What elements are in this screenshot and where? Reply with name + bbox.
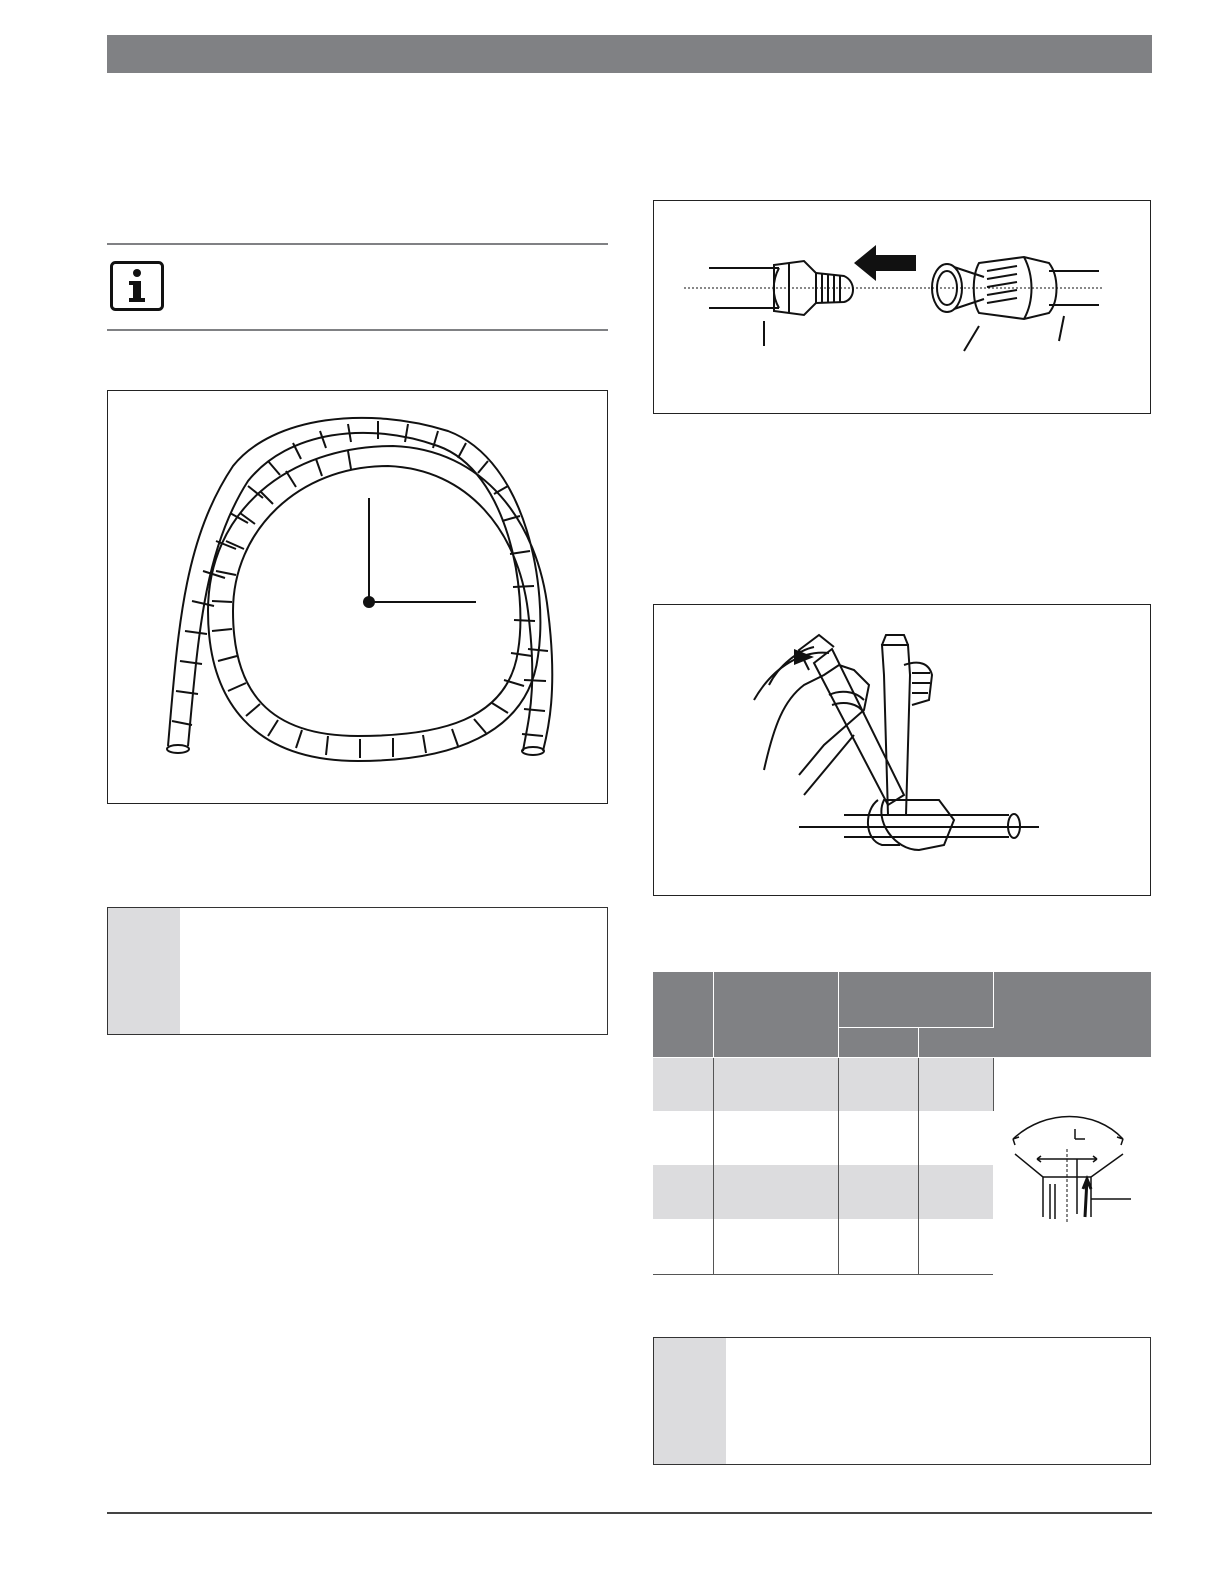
info-icon <box>110 261 164 311</box>
info-note-bottom-rule <box>107 329 608 331</box>
note-box-left-sidebar <box>108 908 180 1034</box>
note-box-right-sidebar <box>654 1338 726 1464</box>
table-header-cell <box>713 972 838 1057</box>
spec-table <box>653 972 1151 1275</box>
table-subheader-cell <box>918 1027 993 1057</box>
flare-nut-figure <box>653 200 1151 414</box>
table-header-cell <box>653 972 713 1057</box>
flare-dimension-diagram <box>993 1057 1151 1274</box>
note-box-right <box>653 1337 1151 1465</box>
coiled-pipe-figure <box>107 390 608 804</box>
page-header-bar <box>107 35 1152 73</box>
table-header-cell <box>838 972 993 1027</box>
note-box-left <box>107 907 608 1035</box>
two-wrench-figure <box>653 604 1151 896</box>
info-note-top-rule <box>107 243 608 245</box>
table-header-cell <box>993 972 1151 1057</box>
table-row <box>653 1057 1151 1111</box>
footer-rule <box>107 1512 1152 1514</box>
table-subheader-cell <box>838 1027 918 1057</box>
